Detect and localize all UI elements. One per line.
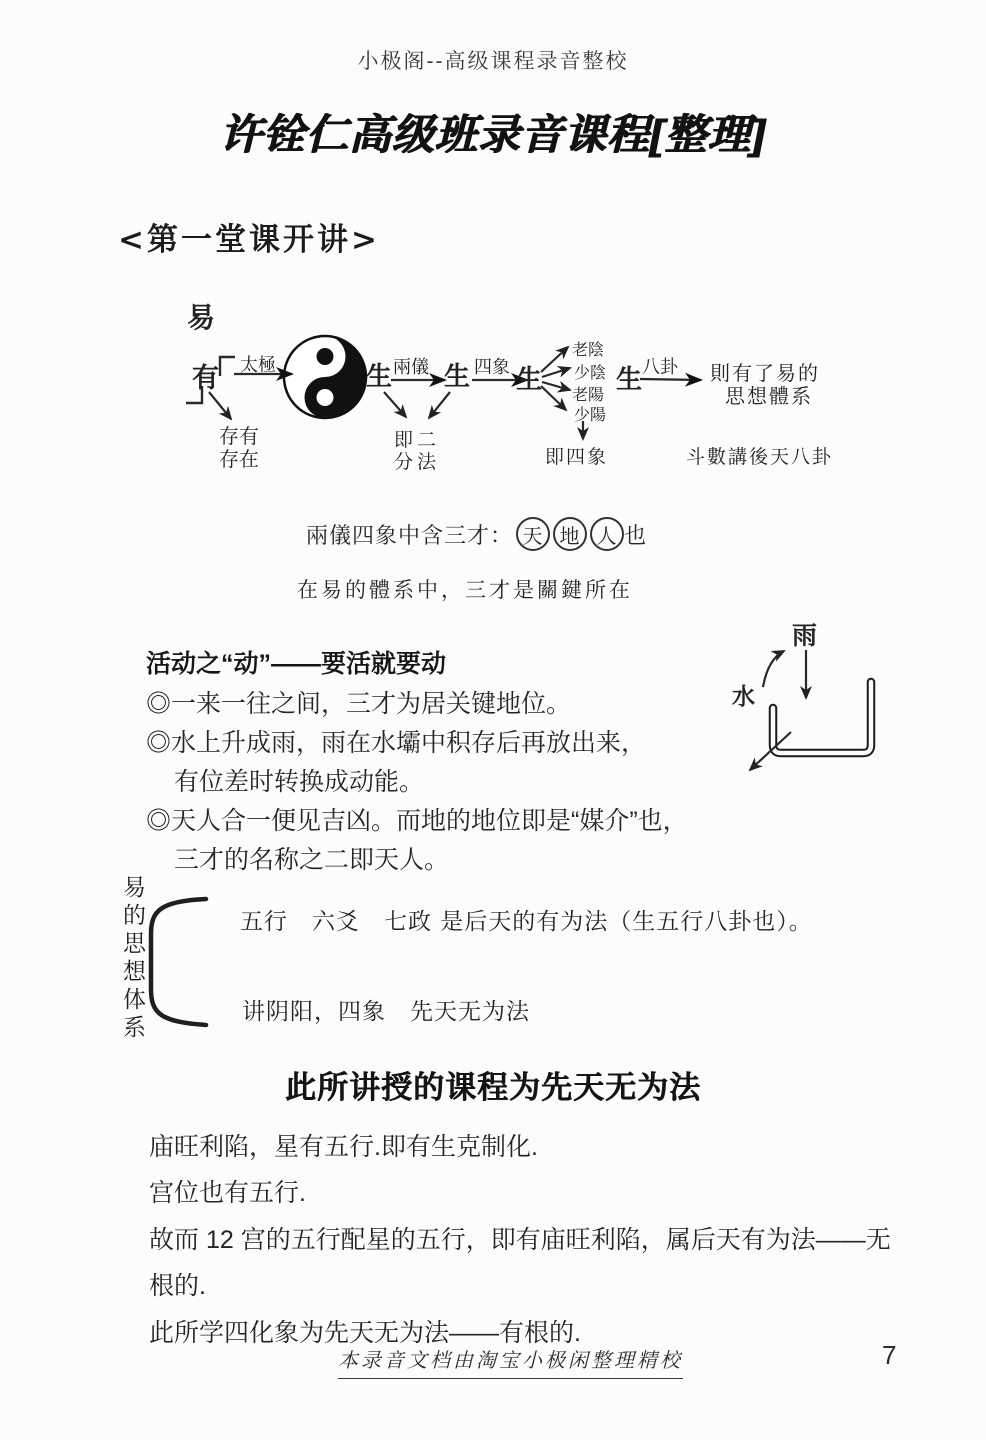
label-sheng-2: 生 (444, 362, 471, 392)
footer-note: 本录音文档由淘宝小极闲整理精校 (338, 1344, 683, 1379)
paragraph-line: 此所学四化象为先天无为法——有根的. (149, 1318, 581, 1347)
label-laoyang: 老陽 (572, 385, 605, 404)
thought-system-line-1: 五行 六爻 七政 是后天的有为法（生五行八卦也）。 (240, 909, 813, 935)
activity-line: ◎一来一往之间，三才为居关键地位。 (146, 690, 572, 718)
dam-water-label: 水 (732, 683, 755, 710)
paragraph-line: 根的. (149, 1272, 206, 1301)
yinyang-icon (284, 336, 366, 418)
activity-line: 三才的名称之二即天人。 (174, 846, 450, 874)
label-sheng-1: 生 (366, 362, 393, 392)
note-doushu: 斗數講後天八卦 (686, 446, 834, 468)
result-line-1: 則有了易的 (710, 361, 820, 385)
thought-system-line-2: 讲阴阳，四象 先天无为法 (242, 999, 530, 1025)
sancai-line-2: 在易的體系中，三才是關鍵所在 (297, 578, 633, 602)
label-sheng-4: 生 (616, 365, 643, 395)
label-yi: 易 (187, 301, 216, 334)
label-taiji: 太極 (240, 355, 276, 376)
activity-line: ◎水上升成雨，雨在水壩中积存后再放出来， (146, 729, 647, 757)
course-statement: 此所讲授的课程为先天无为法 (285, 1070, 701, 1105)
label-laoyin: 老陰 (572, 340, 605, 359)
result-line-2: 思想體系 (725, 384, 813, 408)
label-sheng-3: 生 (516, 365, 543, 395)
sancai-line (306, 517, 647, 551)
dam-drawing (750, 650, 871, 770)
circled-di: 地 (553, 517, 587, 551)
paragraph-line: 宫位也有五行. (149, 1179, 306, 1208)
closing-paragraph (149, 1124, 891, 1356)
thought-system-vertical-label: 易的思想体系 (119, 875, 145, 1043)
label-shaoyang: 少陽 (574, 405, 607, 424)
document-header: 小极阁--高级课程录音整校 (357, 50, 629, 73)
note-two-split-1: 即二 (394, 429, 441, 451)
label-liangyi: 兩儀 (393, 357, 429, 378)
circled-ren: 人 (590, 517, 624, 551)
activity-section (146, 643, 688, 880)
page-number: 7 (882, 1340, 897, 1370)
label-cunyou: 存有 (219, 424, 259, 448)
thought-system-bracket (151, 899, 206, 1025)
circled-tian: 天 (516, 517, 550, 551)
note-two-split-2: 分法 (394, 451, 441, 473)
paragraph-line: 故而 12 宫的五行配星的五行，即有庙旺利陷，属后天有为法——无 (149, 1225, 891, 1254)
activity-heading: 活动之“动”——要活就要动 (146, 650, 447, 678)
label-shaoyin: 少陰 (574, 363, 607, 382)
paragraph-line: 庙旺利陷，星有五行.即有生克制化. (149, 1133, 538, 1161)
label-bagua: 八卦 (642, 357, 678, 378)
section-heading: <第一堂课开讲> (118, 222, 380, 258)
sancai-suffix: 也 (624, 523, 648, 549)
page-title: 许铨仁高级班录音课程[整理] (220, 111, 766, 158)
sancai-prefix: 兩儀四象中含三才： (306, 523, 514, 549)
activity-line: 有位差时转换成动能。 (174, 768, 425, 796)
note-four-xiang: 即四象 (545, 446, 609, 468)
label-sixiang: 四象 (474, 357, 510, 378)
activity-line: ◎天人合一便见吉凶。而地的地位即是“媒介”也， (146, 807, 688, 835)
label-you: 有 (192, 363, 219, 394)
dam-rain-label: 雨 (792, 621, 818, 650)
label-cunzai: 存在 (219, 447, 259, 471)
